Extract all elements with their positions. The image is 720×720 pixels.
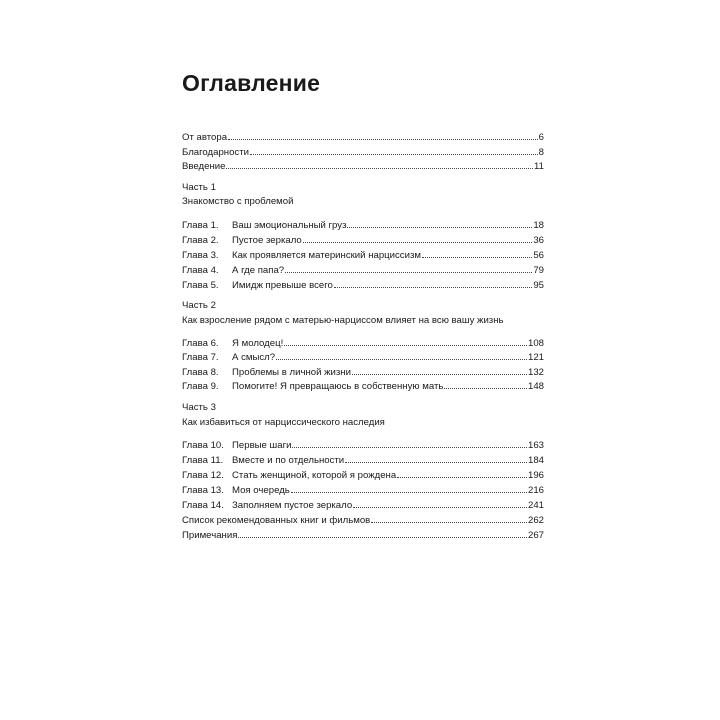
- entry-title: Список рекомендованных книг и фильмов: [182, 515, 371, 526]
- dot-leader: [397, 469, 527, 478]
- chapter-page: 18: [533, 220, 544, 231]
- toc-chapter: [182, 234, 544, 247]
- chapter-title: Имидж превыше всего: [232, 280, 333, 291]
- toc-chapter: [182, 264, 544, 277]
- entry-page: 6: [538, 132, 544, 143]
- part-label: Часть 1: [182, 182, 216, 193]
- chapter-title: Моя очередь: [232, 485, 290, 496]
- dot-leader: [284, 337, 527, 346]
- chapter-number: Глава 13.: [182, 485, 224, 496]
- chapter-page: 95: [533, 280, 544, 291]
- toc-chapter: [182, 499, 544, 512]
- part-title: Знакомство с проблемой: [182, 196, 294, 207]
- dot-leader: [347, 219, 532, 228]
- part-title: Как взросление рядом с матерью-нарциссом влияет на всю вашу жизнь: [182, 315, 504, 326]
- chapter-page: 148: [527, 381, 544, 392]
- part-label: Часть 2: [182, 300, 216, 311]
- chapter-title: Вместе и по отдельности: [232, 455, 345, 466]
- chapter-number: Глава 1.: [182, 220, 219, 231]
- entry-title: Примечания: [182, 530, 238, 541]
- dot-leader: [250, 146, 538, 155]
- chapter-number: Глава 10.: [182, 440, 224, 451]
- toc-chapter: [182, 439, 544, 452]
- chapter-page: 132: [527, 367, 544, 378]
- dot-leader: [276, 351, 527, 360]
- dot-leader: [352, 366, 527, 375]
- chapter-title: А смысл?: [232, 352, 276, 363]
- toc-chapter: [182, 469, 544, 482]
- chapter-title: Я молодец!: [232, 338, 284, 349]
- chapter-number: Глава 12.: [182, 470, 224, 481]
- toc-entry: [182, 131, 544, 144]
- chapter-page: 184: [527, 455, 544, 466]
- dot-leader: [292, 439, 527, 448]
- entry-page: 262: [527, 515, 544, 526]
- chapter-title: Помогите! Я превращаюсь в собственную мать: [232, 381, 444, 392]
- toc-entry: [182, 160, 544, 173]
- chapter-title: Первые шаги: [232, 440, 292, 451]
- toc-chapter: [182, 337, 544, 350]
- chapter-number: Глава 11.: [182, 455, 224, 466]
- chapter-title: Как проявляется материнский нарциссизм: [232, 250, 421, 261]
- dot-leader: [334, 279, 532, 288]
- page-title: Оглавление: [182, 70, 321, 96]
- dot-leader: [228, 131, 538, 140]
- chapter-page: 121: [527, 352, 544, 363]
- chapter-number: Глава 9.: [182, 381, 219, 392]
- dot-leader: [353, 499, 527, 508]
- toc-chapter: [182, 380, 544, 393]
- part-title: Как избавиться от нарциссического наследия: [182, 417, 385, 428]
- chapter-page: 108: [527, 338, 544, 349]
- toc-entry: [182, 529, 544, 542]
- dot-leader: [303, 234, 533, 243]
- dot-leader: [238, 529, 527, 538]
- entry-page: 8: [538, 147, 544, 158]
- dot-leader: [226, 160, 533, 169]
- dot-leader: [291, 484, 527, 493]
- chapter-title: Ваш эмоциональный груз: [232, 220, 347, 231]
- toc-chapter: [182, 484, 544, 497]
- chapter-title: Стать женщиной, которой я рождена: [232, 470, 397, 481]
- toc-entry: [182, 514, 544, 527]
- chapter-page: 56: [533, 250, 544, 261]
- chapter-page: 79: [533, 265, 544, 276]
- chapter-number: Глава 3.: [182, 250, 219, 261]
- chapter-number: Глава 7.: [182, 352, 219, 363]
- entry-page: 11: [534, 161, 544, 172]
- toc-chapter: [182, 249, 544, 262]
- chapter-page: 241: [527, 500, 544, 511]
- dot-leader: [345, 454, 527, 463]
- dot-leader: [371, 514, 527, 523]
- entry-title: Введение: [182, 161, 226, 172]
- chapter-number: Глава 4.: [182, 265, 219, 276]
- chapter-title: Проблемы в личной жизни: [232, 367, 351, 378]
- chapter-page: 196: [527, 470, 544, 481]
- part-label: Часть 3: [182, 402, 216, 413]
- chapter-number: Глава 2.: [182, 235, 219, 246]
- chapter-title: Заполняем пустое зеркало: [232, 500, 353, 511]
- chapter-number: Глава 6.: [182, 338, 219, 349]
- dot-leader: [444, 380, 527, 389]
- chapter-number: Глава 5.: [182, 280, 219, 291]
- toc-chapter: [182, 219, 544, 232]
- dot-leader: [285, 264, 532, 273]
- toc-chapter: [182, 454, 544, 467]
- toc-chapter: [182, 366, 544, 379]
- toc-chapter: [182, 351, 544, 364]
- chapter-number: Глава 8.: [182, 367, 219, 378]
- chapter-page: 36: [533, 235, 544, 246]
- chapter-number: Глава 14.: [182, 500, 224, 511]
- entry-page: 267: [527, 530, 544, 541]
- toc-entry: [182, 146, 544, 159]
- chapter-page: 216: [527, 485, 544, 496]
- chapter-title: Пустое зеркало: [232, 235, 302, 246]
- entry-title: Благодарности: [182, 147, 249, 158]
- entry-title: От автора: [182, 132, 228, 143]
- toc-chapter: [182, 279, 544, 292]
- chapter-page: 163: [527, 440, 544, 451]
- dot-leader: [422, 249, 532, 258]
- chapter-title: А где папа?: [232, 265, 285, 276]
